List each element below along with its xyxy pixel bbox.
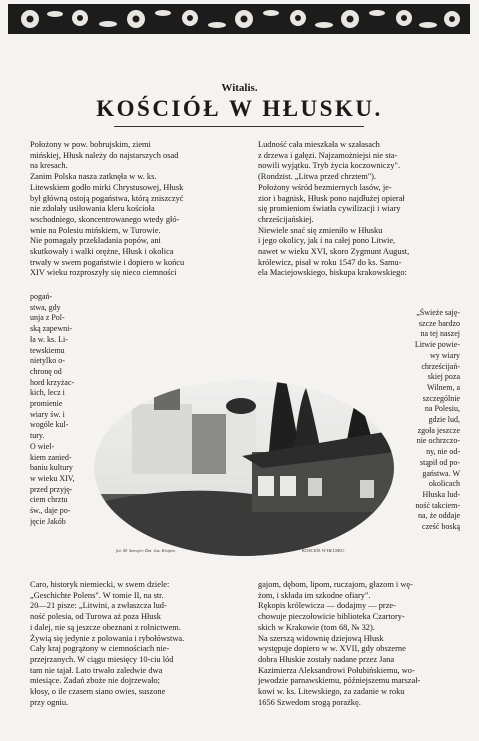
photo-caption: KOŚCIÓŁ W HŁUSKU. (302, 548, 346, 553)
text-line: się promieniom światła cywilizacji i wiary (258, 204, 401, 214)
text-line: kich, lecz i (30, 388, 65, 398)
text-line: Rękopis królewicza — dodajmy — prze- (258, 601, 396, 611)
text-line: żom, i składa im szkodne ofiary". (258, 590, 371, 600)
text-line: Położony w pow. bobrujskim, ziemi (30, 140, 151, 149)
text-line: był główną ostoją pogaństwa, którą zniszczyć (30, 193, 184, 203)
text-line: „Świeże saję- (416, 308, 460, 317)
text-line: dobra Hłuskie zostały nadane przez Jana (258, 654, 395, 664)
text-line: ność takciem- (415, 500, 460, 510)
text-line: Wilnem, a (427, 382, 460, 392)
photo-credit: fot. M. Szwojer. Dzi. Jas. Krajew. (116, 548, 176, 553)
text-line: skutkowały i walki orężne, Hłusk i okolica (30, 247, 174, 257)
text-line: miesiące. Zadań zboże nie dojrzewało; (30, 676, 160, 686)
text-line: ność polesia, od Turowa aż poza Hłusk (30, 612, 161, 622)
text-line: ny, nie od- (426, 447, 460, 457)
text-line: promienie (30, 399, 63, 409)
text-line: nowili wyjątku. Tryb życia koczowniczy". (258, 161, 401, 171)
text-line: chronę od (30, 366, 62, 376)
text-line: okolicach (428, 479, 460, 489)
text-line: O wiel- (30, 441, 55, 451)
text-line: ciem chrztu (30, 495, 68, 505)
text-line: w wieku XIV, (30, 473, 75, 483)
text-line: unja z Pol- (30, 313, 65, 323)
text-line: przed przyję- (30, 484, 73, 494)
text-line: nietylko o- (30, 356, 65, 366)
text-line: św., daje po- (30, 506, 71, 516)
text-line: chowuje pieczołowicie biblioteka Czartory- (258, 612, 405, 622)
text-line: Litewskiem godło mirki Chrystusowej, Hłusk (30, 182, 184, 192)
text-line: kiem zanied- (30, 452, 72, 462)
text-line: przejrzanych. W ciągu miesięcy 10-ciu lód (30, 654, 174, 664)
text-line: cześć boską (422, 522, 460, 532)
text-line: na, że oddaje (418, 511, 460, 521)
text-line: skich w Krakowie (tom 68, № 32). (258, 622, 375, 632)
text-line: zior i bagnisk, Hłusk pono najdłużej opierał (258, 193, 405, 203)
text-line: Cały kraj pogrążony w ciemnościach nie- (30, 644, 170, 654)
text-line: stwa, gdy (30, 302, 61, 312)
text-line: wschodniego, skoncentrowanego wtedy głó- (30, 214, 180, 224)
text-line: nie ochrzczo- (416, 436, 460, 446)
text-line: tam nie tajał. Lato trwało zaledwie dwa (30, 665, 163, 675)
text-line: zgoła jeszcze (417, 425, 460, 435)
text-line: 20—21 pisze: „Litwini, a zwłaszcza lud- (30, 601, 167, 611)
text-line: Hłuska lud- (422, 489, 460, 499)
bottom-right-text (258, 580, 458, 708)
text-line: mińskiej, Hłusk należy do najstarszych osad (30, 150, 179, 160)
text-line: Litwie powie- (414, 340, 460, 350)
text-line: 1656 Szwedom srogą porażkę. (258, 697, 361, 707)
text-line: tury. (30, 431, 45, 441)
article-title: KOŚCIÓŁ W HŁUSKU. (96, 96, 383, 121)
text-line: „Geschichte Polens". W tomie II, na str. (30, 590, 164, 600)
text-line: na kresach. (30, 161, 68, 171)
floral-border-icon (8, 4, 470, 34)
text-line: kowi w. ks. Litewskiego, za zadanie w roku (258, 687, 405, 697)
text-line: ela Maciejowskiego, biskupa krakowskiego: (258, 268, 407, 278)
text-line: Nie pomagały przekładania popów, ani (30, 236, 161, 246)
text-line: chrześcijań- (421, 361, 460, 371)
text-line: wy wiary (430, 350, 460, 360)
text-line: (Rondzist. „Litwa przed chrztem"). (258, 172, 377, 182)
text-line: chrześcijańskiej. (258, 214, 314, 224)
text-line: hord krzyżac- (30, 377, 75, 387)
church-photo (92, 344, 396, 558)
right-column-text (258, 140, 458, 279)
text-line: gajom, dębom, lipom, ruczajom, głazom i wę- (258, 580, 413, 589)
text-line: na tej naszej (420, 329, 460, 339)
text-line: ską zapewni- (30, 324, 72, 334)
text-line: Żywią się jedynie z polowania i rybołówstwa. (30, 633, 185, 643)
text-line: jewodzie parnawskiemu, późniejszemu marszał- (258, 676, 421, 686)
text-line: trwały w swem pogaństwie i dopiero w końcu (30, 257, 185, 267)
text-line: wnie na Polesiu mińskiem, w Turowie. (30, 225, 161, 235)
text-line: XIV wieku rozproszyły się nieco ciemności (30, 268, 177, 278)
text-line: gaństwa. W (422, 468, 460, 478)
text-line: Caro, historyk niemiecki, w swem dziele: (30, 580, 170, 589)
text-line: występuje dopiero w w. XVII, gdy obszerne (258, 644, 406, 654)
right-wrap-text (404, 308, 460, 533)
text-line: na Polesiu, (424, 404, 460, 414)
author-name: Witalis. (221, 82, 258, 94)
text-line: stąpił od po- (420, 457, 460, 467)
text-line: wiary św. i (30, 409, 65, 419)
text-line: i jego okolicy, jak i na całej pono Litwie, (258, 236, 396, 246)
text-line: Ludność cała mieszkała w szałasach (258, 140, 380, 149)
text-line: i dalej, nie są jeszcze obeznani z rolnictwem. (30, 622, 181, 632)
text-line: Kazimierza Aleksandrowi Połubińskiemu, wo- (258, 665, 415, 675)
text-line: nawet w wieku XVI, skoro Zygmunt August, (258, 247, 410, 257)
text-line: szcze bardzo (418, 318, 460, 328)
text-line: Na szerszą widownię dziejową Hłusk (258, 633, 384, 643)
text-line: przy ogniu. (30, 697, 69, 707)
text-line: tewskiemu (30, 345, 65, 355)
text-line: skiej poza (427, 372, 460, 382)
text-line: gdzie lud, (428, 415, 460, 425)
left-column-text (30, 140, 236, 279)
text-line: nie zdołały usiłowania kleru kościoła (30, 204, 155, 214)
bottom-left-text (30, 580, 236, 708)
text-line: wogóle kul- (30, 420, 69, 430)
text-line: jęcie Jakób (30, 516, 66, 526)
text-line: Zanim Polska nasza zatknęła w w. ks. (30, 172, 157, 182)
text-line: królewicz, pisał w roku 1547 do ks. Samu- (258, 257, 402, 267)
title-rule (114, 126, 364, 127)
text-line: z drzewa i gałęzi. Najzamożniejsi nie sta- (258, 150, 398, 160)
text-line: pogań- (30, 292, 53, 301)
text-line: baniu kultury (30, 463, 73, 473)
text-line: Położony wśród bezmiernych lasów, je- (258, 182, 392, 192)
text-line: kłosy, o ile czasem siano owies, suszone (30, 687, 166, 697)
text-line: ła w. ks. Li- (30, 334, 68, 344)
text-line: Niewiele snać się zmieniło w Hłusku (258, 225, 383, 235)
text-line: szczególnie (422, 393, 460, 403)
left-wrap-text (30, 292, 76, 527)
